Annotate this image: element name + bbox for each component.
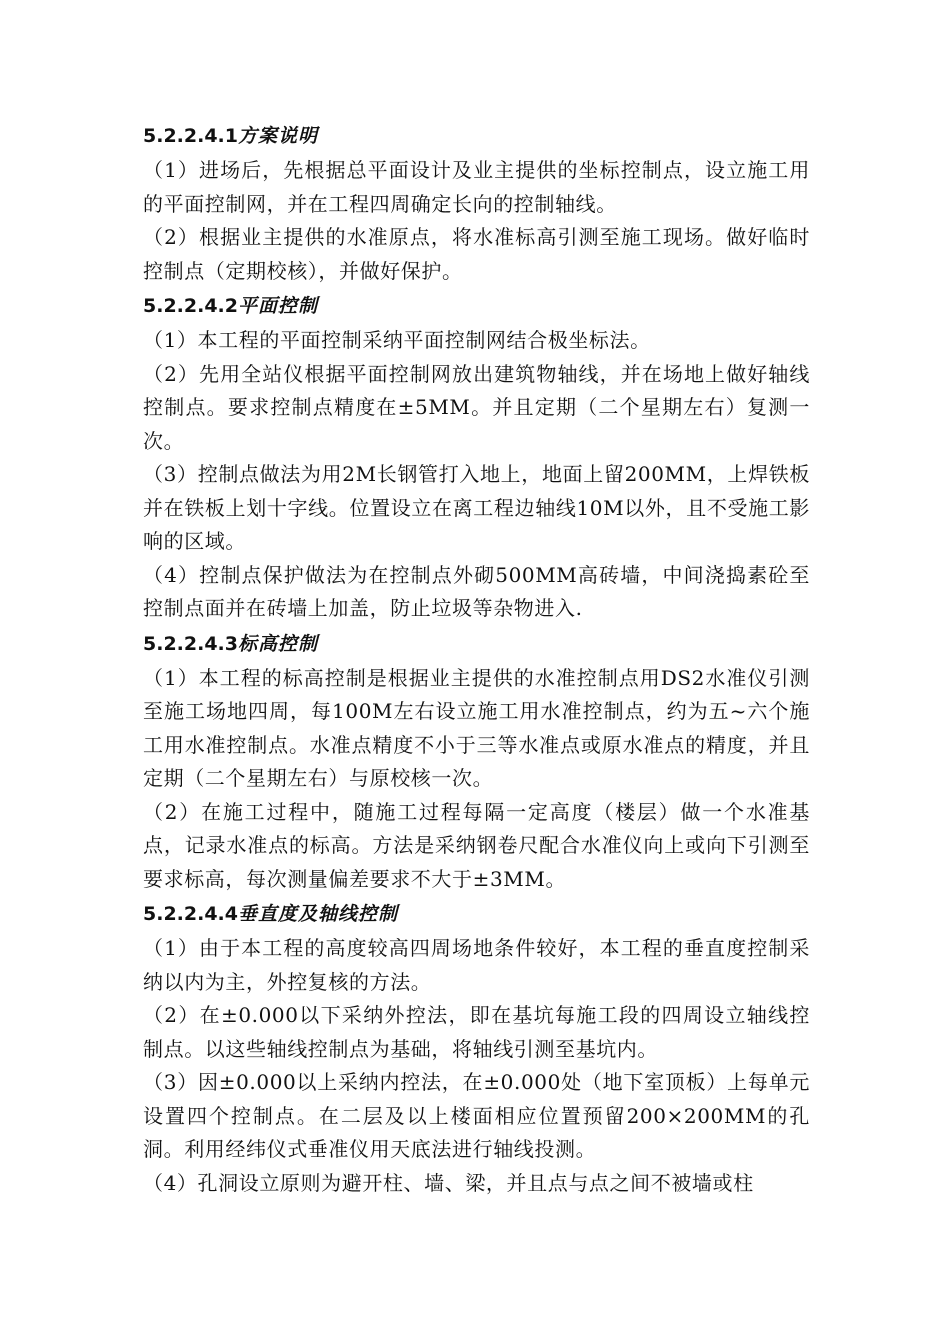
paragraph: （1）由于本工程的高度较高四周场地条件较好，本工程的垂直度控制采纳以内为主，外控复核的方法。	[143, 936, 810, 994]
paragraph: （1）本工程的标高控制是根据业主提供的水准控制点用DS2水准仪引测至施工场地四周，每100M左右设立施工用水准控制点，约为五~六个施工用水准控制点。水准点精度不小于三等水准点或原水准点的精度，并且定期（二个星期左右）与原校核一次。	[143, 665, 810, 790]
section-title: 标高控制	[237, 632, 318, 655]
section-heading	[143, 896, 810, 932]
section-title: 平面控制	[237, 295, 318, 317]
section-number: 5.2.2.4.4	[143, 903, 238, 925]
paragraph: （3）因±0.000以上采纳内控法，在±0.000处（地下室顶板）上每单元设置四个控制点。在二层及以上楼面相应位置预留200×200MM的孔洞。利用经纬仪式垂准仪用天底法进行轴线投测。	[143, 1070, 810, 1161]
section-number: 5.2.2.4.2	[143, 295, 238, 317]
section-number: 5.2.2.4.1	[143, 125, 238, 147]
section-5-2-2-4-1	[143, 118, 810, 288]
section-number: 5.2.2.4.3	[143, 632, 238, 655]
paragraph: （1）进场后，先根据总平面设计及业主提供的坐标控制点，设立施工用的平面控制网，并在工程四周确定长向的控制轴线。	[143, 158, 810, 216]
paragraph: （2）根据业主提供的水准原点，将水准标高引测至施工现场。做好临时控制点（定期校核），并做好保护。	[143, 225, 810, 283]
section-heading	[143, 288, 810, 324]
paragraph: （4）控制点保护做法为在控制点外砌500MM高砖墙，中间浇捣素砼至控制点面并在砖墙上加盖，防止垃圾等杂物进入.	[143, 562, 810, 620]
paragraph: （1）本工程的平面控制采纳平面控制网结合极坐标法。	[143, 328, 651, 352]
section-5-2-2-4-2	[143, 288, 810, 626]
section-title: 垂直度及轴线控制	[237, 903, 398, 925]
section-heading	[143, 118, 810, 154]
section-heading	[143, 626, 810, 662]
paragraph: （4）孔洞设立原则为避开柱、墙、梁，并且点与点之间不被墙或柱	[143, 1170, 754, 1195]
section-title: 方案说明	[237, 125, 318, 147]
paragraph: （2）先用全站仪根据平面控制网放出建筑物轴线，并在场地上做好轴线控制点。要求控制点精度在±5MM。并且定期（二个星期左右）复测一次。	[143, 361, 810, 453]
paragraph: （3）控制点做法为用2M长钢管打入地上，地面上留200MM，上焊铁板并在铁板上划十字线。位置设立在离工程边轴线10M以外，且不受施工影响的区域。	[143, 462, 810, 553]
section-5-2-2-4-4	[143, 896, 810, 1200]
paragraph: （2）在±0.000以下采纳外控法，即在基坑每施工段的四周设立轴线控制点。以这些轴线控制点为基础，将轴线引测至基坑内。	[143, 1003, 810, 1061]
section-5-2-2-4-3	[143, 626, 810, 897]
paragraph: （2）在施工过程中，随施工过程每隔一定高度（楼层）做一个水准基点，记录水准点的标高。方法是采纳钢卷尺配合水准仪向上或向下引测至要求标高，每次测量偏差要求不大于±3MM。	[143, 799, 810, 891]
